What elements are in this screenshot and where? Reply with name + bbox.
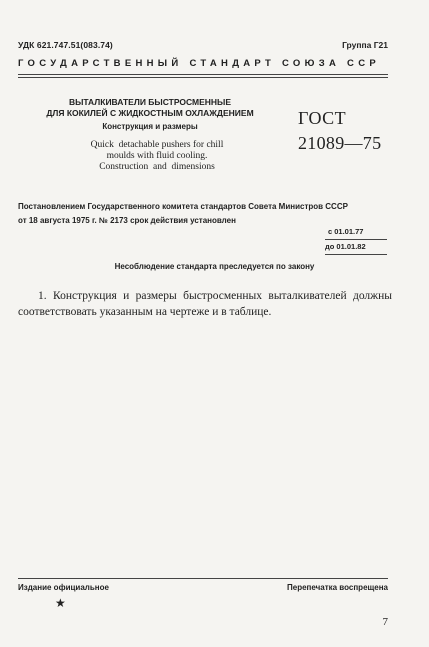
header-rule-top [18, 74, 388, 75]
footer-rule [18, 578, 388, 579]
decree-line1: Постановлением Государственного комитета стандартов Совета Министров СССР [18, 202, 348, 211]
group-code: Группа Г21 [342, 40, 388, 50]
standard-heading: ГОСУДАРСТВЕННЫЙ СТАНДАРТ СОЮЗА ССР [18, 58, 381, 69]
header-rule-bottom [18, 77, 388, 78]
title-en-line2: moulds with fluid cooling. [106, 151, 208, 161]
title-ru-subtitle: Конструкция и размеры [102, 122, 198, 131]
star-icon: ★ [55, 596, 66, 610]
title-ru-line1: ВЫТАЛКИВАТЕЛИ БЫСТРОСМЕННЫЕ [68, 97, 232, 107]
title-en-line3: Construction and dimensions [99, 162, 215, 172]
decree-line2: от 18 августа 1975 г. № 2173 срок действия установлен [18, 216, 236, 225]
title-ru-line2: ДЛЯ КОКИЛЕЙ С ЖИДКОСТНЫМ ОХЛАЖДЕНИЕМ [46, 108, 254, 118]
validity-from: с 01.01.77 [325, 225, 387, 240]
legal-notice: Несоблюдение стандарта преследуется по закону [114, 262, 315, 271]
validity-period [325, 225, 387, 255]
gost-label: ГОСТ [298, 108, 347, 128]
validity-to: до 01.01.82 [325, 240, 387, 255]
udk-code: УДК 621.747.51(083.74) [18, 40, 113, 50]
title-en [42, 140, 272, 173]
decree-text [18, 200, 392, 228]
page-number: 7 [382, 616, 388, 628]
reprint-notice: Перепечатка воспрещена [287, 583, 388, 592]
official-edition: Издание официальное [18, 583, 109, 592]
body-paragraph: 1. Конструкция и размеры быстросменных выталкивателей должны соответствовать указанным на чертеже и в таблице. [18, 290, 392, 318]
gost-number: 21089—75 [298, 133, 382, 153]
title-en-line1: Quick detachable pushers for chill [90, 140, 224, 150]
title-ru [30, 97, 270, 131]
